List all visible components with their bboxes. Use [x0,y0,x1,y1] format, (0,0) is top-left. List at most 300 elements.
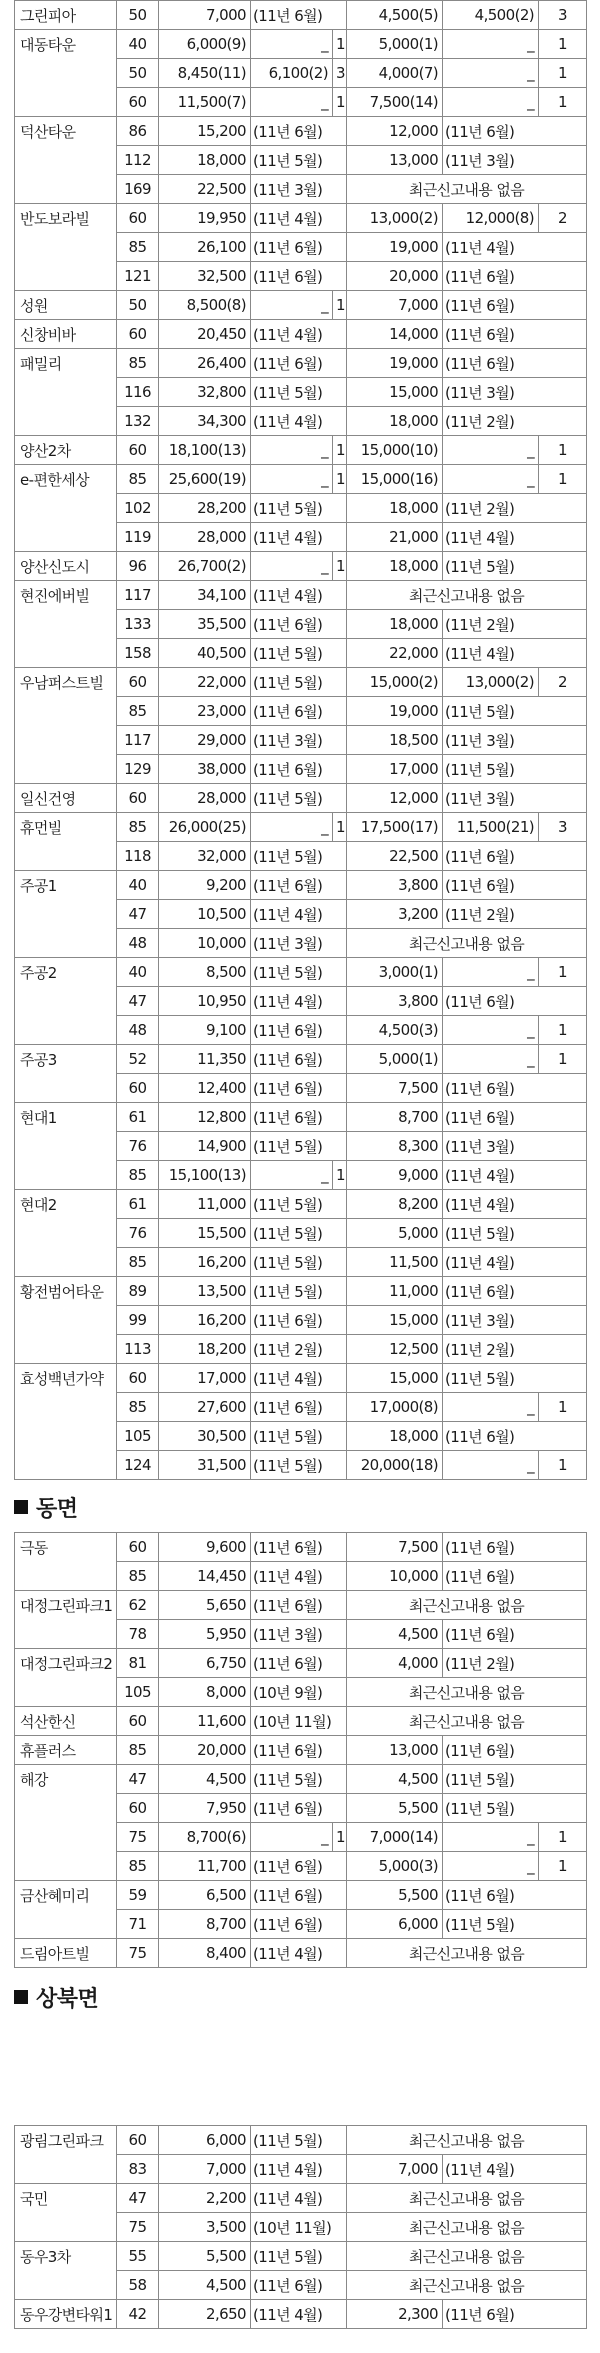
sale-value: 27,600 [159,1393,251,1422]
sale-value: 8,700 [159,1910,251,1939]
sale-value: 32,000 [159,842,251,871]
sale-value: 11,500(7) [159,88,251,117]
sale-value: 28,200 [159,494,251,523]
area-cell: 116 [117,378,159,407]
price-table-1 [14,0,587,1480]
area-cell: 117 [117,726,159,755]
sale-date: (11년 6월) [251,1393,347,1422]
sale-value: 5,500 [159,2242,251,2271]
jeonse-second: _ [443,1016,539,1045]
jeonse-value: 15,000(16) [347,465,443,494]
area-cell: 85 [117,1852,159,1881]
sale-date: (11년 6월) [251,755,347,784]
sale-date: (11년 5월) [251,494,347,523]
sale-value: 32,500 [159,262,251,291]
complex-name [15,494,117,523]
sale-date: (11년 5월) [251,378,347,407]
jeonse-note: 최근신고내용 없음 [347,2242,587,2271]
sale-value: 4,500 [159,1765,251,1794]
table-row [15,407,587,436]
table-row [15,2184,587,2213]
table-row [15,1620,587,1649]
area-cell: 83 [117,2155,159,2184]
table-row [15,378,587,407]
jeonse-note: 최근신고내용 없음 [347,1591,587,1620]
sale-date: (11년 6월) [251,1649,347,1678]
jeonse-note: 최근신고내용 없음 [347,1939,587,1968]
sale-value: 26,100 [159,233,251,262]
jeonse-date: (11년 4월) [443,1161,587,1190]
jeonse-date: (11년 2월) [443,610,587,639]
sale-value: 10,000 [159,929,251,958]
jeonse-value: 4,500(5) [347,1,443,30]
area-cell: 105 [117,1422,159,1451]
jeonse-date: (11년 6월) [443,842,587,871]
table-row [15,233,587,262]
jeonse-second: 4,500(2) [443,1,539,30]
table-row [15,1910,587,1939]
sale-value: 22,000 [159,668,251,697]
jeonse-second: _ [443,59,539,88]
table-row [15,1,587,30]
sale-date: (11년 5월) [251,1422,347,1451]
area-cell: 40 [117,871,159,900]
sale-value: 10,950 [159,987,251,1016]
sale-date: (11년 6월) [251,1103,347,1132]
jeonse-second: _ [443,1045,539,1074]
area-cell: 47 [117,900,159,929]
sale-value: 9,100 [159,1016,251,1045]
table-row [15,2300,587,2329]
table-row [15,2155,587,2184]
sale-value: 26,700(2) [159,552,251,581]
jeonse-date: (11년 6월) [443,1103,587,1132]
sale-date: (11년 5월) [251,639,347,668]
table-row [15,1045,587,1074]
area-cell: 60 [117,1794,159,1823]
jeonse-count: 2 [539,204,587,233]
sale-value: 38,000 [159,755,251,784]
complex-name: 패밀리 [15,349,117,378]
jeonse-date: (11년 3월) [443,146,587,175]
table-row [15,1736,587,1765]
sale-date: (11년 4월) [251,523,347,552]
area-cell: 48 [117,929,159,958]
sale-value: 18,000 [159,146,251,175]
sale-second: _ [251,30,333,59]
jeonse-count: 1 [539,465,587,494]
sale-date: (11년 4월) [251,2300,347,2329]
complex-name [15,1422,117,1451]
sale-value: 13,500 [159,1277,251,1306]
table-row [15,1016,587,1045]
jeonse-value: 8,300 [347,1132,443,1161]
complex-name [15,407,117,436]
sale-value: 20,450 [159,320,251,349]
table-row [15,552,587,581]
jeonse-value: 17,000 [347,755,443,784]
table-row [15,88,587,117]
complex-name: 휴플러스 [15,1736,117,1765]
jeonse-value: 5,000(1) [347,30,443,59]
area-cell: 60 [117,320,159,349]
jeonse-date: (11년 6월) [443,1881,587,1910]
area-cell: 89 [117,1277,159,1306]
complex-name [15,610,117,639]
complex-name: 일신건영 [15,784,117,813]
jeonse-date: (11년 2월) [443,407,587,436]
sale-value: 7,950 [159,1794,251,1823]
sale-count: 1 [333,1161,347,1190]
jeonse-count: 1 [539,1393,587,1422]
square-bullet-icon [14,1500,28,1514]
area-cell: 62 [117,1591,159,1620]
sale-date: (11년 6월) [251,871,347,900]
table-row [15,1277,587,1306]
table-row [15,59,587,88]
sale-date: (11년 4월) [251,1939,347,1968]
jeonse-count: 1 [539,1852,587,1881]
sale-date: (11년 6월) [251,2271,347,2300]
jeonse-value: 4,500 [347,1765,443,1794]
complex-name: 주공1 [15,871,117,900]
complex-name: 성원 [15,291,117,320]
jeonse-second: _ [443,1451,539,1480]
area-cell: 42 [117,2300,159,2329]
sale-date: (11년 6월) [251,117,347,146]
jeonse-date: (11년 6월) [443,1277,587,1306]
table-row [15,784,587,813]
sale-count: 1 [333,30,347,59]
complex-name: 현진에버빌 [15,581,117,610]
complex-name: 양산2차 [15,436,117,465]
jeonse-value: 19,000 [347,697,443,726]
jeonse-date: (11년 2월) [443,494,587,523]
complex-name: 극동 [15,1533,117,1562]
jeonse-value: 12,500 [347,1335,443,1364]
complex-name [15,1219,117,1248]
sale-value: 7,000 [159,1,251,30]
complex-name [15,1335,117,1364]
sale-date: (11년 3월) [251,726,347,755]
jeonse-date: (11년 4월) [443,523,587,552]
sale-date: (11년 6월) [251,1736,347,1765]
jeonse-note: 최근신고내용 없음 [347,2213,587,2242]
jeonse-value: 4,000 [347,1649,443,1678]
area-cell: 58 [117,2271,159,2300]
complex-name [15,1852,117,1881]
jeonse-value: 15,000(10) [347,436,443,465]
sale-value: 5,650 [159,1591,251,1620]
sale-date: (11년 6월) [251,1533,347,1562]
jeonse-value: 2,300 [347,2300,443,2329]
jeonse-value: 5,000(3) [347,1852,443,1881]
jeonse-value: 20,000 [347,262,443,291]
complex-name: 그린피아 [15,1,117,30]
jeonse-date: (11년 2월) [443,1335,587,1364]
table-row [15,958,587,987]
complex-name [15,1910,117,1939]
jeonse-count: 3 [539,1,587,30]
complex-name: 황전범어타운 [15,1277,117,1306]
jeonse-date: (11년 6월) [443,320,587,349]
complex-name [15,900,117,929]
sale-date: (11년 5월) [251,1248,347,1277]
sale-value: 3,500 [159,2213,251,2242]
jeonse-note: 최근신고내용 없음 [347,2271,587,2300]
jeonse-count: 1 [539,958,587,987]
sale-date: (11년 4월) [251,407,347,436]
area-cell: 85 [117,1393,159,1422]
sale-value: 28,000 [159,784,251,813]
area-cell: 60 [117,1364,159,1393]
jeonse-value: 12,000 [347,117,443,146]
jeonse-note: 최근신고내용 없음 [347,2184,587,2213]
table-row [15,929,587,958]
jeonse-count: 1 [539,436,587,465]
table-row [15,291,587,320]
area-cell: 129 [117,755,159,784]
area-cell: 60 [117,1533,159,1562]
sale-value: 11,600 [159,1707,251,1736]
sale-date: (11년 5월) [251,1765,347,1794]
complex-name: 광림그린파크 [15,2126,117,2155]
sale-date: (11년 5월) [251,1277,347,1306]
section-title-dongmyeon [14,1492,78,1523]
jeonse-value: 7,000 [347,2155,443,2184]
jeonse-date: (11년 5월) [443,1910,587,1939]
table-row [15,1306,587,1335]
sale-date: (11년 6월) [251,610,347,639]
area-cell: 121 [117,262,159,291]
sale-date: (11년 5월) [251,784,347,813]
table-row [15,697,587,726]
sale-date: (11년 6월) [251,1045,347,1074]
complex-name [15,1161,117,1190]
area-cell: 71 [117,1910,159,1939]
jeonse-note: 최근신고내용 없음 [347,581,587,610]
table-row [15,2242,587,2271]
sale-value: 11,700 [159,1852,251,1881]
area-cell: 81 [117,1649,159,1678]
area-cell: 158 [117,639,159,668]
sale-value: 6,000 [159,2126,251,2155]
table-row [15,1562,587,1591]
jeonse-second: _ [443,30,539,59]
sale-value: 32,800 [159,378,251,407]
table-row [15,1248,587,1277]
complex-name [15,175,117,204]
jeonse-date: (11년 5월) [443,1219,587,1248]
jeonse-value: 22,500 [347,842,443,871]
jeonse-value: 18,000 [347,552,443,581]
area-cell: 59 [117,1881,159,1910]
sale-value: 22,500 [159,175,251,204]
complex-name [15,88,117,117]
table-row [15,1132,587,1161]
area-cell: 113 [117,1335,159,1364]
sale-date: (11년 3월) [251,175,347,204]
sale-value: 8,450(11) [159,59,251,88]
complex-name: 대정그린파크1 [15,1591,117,1620]
jeonse-value: 18,000 [347,407,443,436]
jeonse-date: (11년 6월) [443,1074,587,1103]
complex-name [15,1074,117,1103]
complex-name [15,1678,117,1707]
area-cell: 105 [117,1678,159,1707]
sale-value: 14,900 [159,1132,251,1161]
complex-name [15,755,117,784]
complex-name: 우남퍼스트빌 [15,668,117,697]
jeonse-value: 17,000(8) [347,1393,443,1422]
jeonse-count: 2 [539,668,587,697]
sale-value: 9,600 [159,1533,251,1562]
sale-value: 15,100(13) [159,1161,251,1190]
jeonse-note: 최근신고내용 없음 [347,1707,587,1736]
area-cell: 61 [117,1190,159,1219]
complex-name [15,1823,117,1852]
jeonse-value: 3,800 [347,987,443,1016]
jeonse-date: (11년 6월) [443,2300,587,2329]
sale-value: 18,100(13) [159,436,251,465]
sale-value: 26,400 [159,349,251,378]
area-cell: 112 [117,146,159,175]
table-row [15,1852,587,1881]
jeonse-value: 3,200 [347,900,443,929]
complex-name [15,1451,117,1480]
sale-date: (11년 4월) [251,987,347,1016]
complex-name: 대동타운 [15,30,117,59]
table-row [15,30,587,59]
sale-value: 2,650 [159,2300,251,2329]
sale-count: 1 [333,465,347,494]
jeonse-value: 21,000 [347,523,443,552]
jeonse-value: 3,000(1) [347,958,443,987]
complex-name: 주공2 [15,958,117,987]
jeonse-value: 11,000 [347,1277,443,1306]
complex-name [15,2213,117,2242]
sale-value: 2,200 [159,2184,251,2213]
sale-date: (11년 6월) [251,1591,347,1620]
complex-name [15,1016,117,1045]
sale-value: 8,000 [159,1678,251,1707]
jeonse-date: (11년 6월) [443,1562,587,1591]
table-row [15,668,587,697]
complex-name: 효성백년가약 [15,1364,117,1393]
sale-value: 6,500 [159,1881,251,1910]
complex-name [15,146,117,175]
complex-name: 현대2 [15,1190,117,1219]
table-row [15,349,587,378]
sale-date: (11년 4월) [251,204,347,233]
sale-date: (11년 6월) [251,1852,347,1881]
area-cell: 85 [117,1562,159,1591]
jeonse-value: 8,700 [347,1103,443,1132]
jeonse-count: 1 [539,30,587,59]
jeonse-date: (11년 4월) [443,233,587,262]
jeonse-value: 11,500 [347,1248,443,1277]
area-cell: 86 [117,117,159,146]
table-row [15,1393,587,1422]
table-row [15,1533,587,1562]
table-row [15,842,587,871]
jeonse-date: (11년 4월) [443,1248,587,1277]
sale-count: 1 [333,552,347,581]
jeonse-date: (11년 2월) [443,1649,587,1678]
table-row [15,639,587,668]
sale-date: (11년 6월) [251,1074,347,1103]
area-cell: 133 [117,610,159,639]
sale-second: 6,100(2) [251,59,333,88]
area-cell: 60 [117,668,159,697]
complex-name [15,842,117,871]
jeonse-value: 8,200 [347,1190,443,1219]
sale-value: 15,200 [159,117,251,146]
complex-name [15,1794,117,1823]
jeonse-value: 14,000 [347,320,443,349]
complex-name [15,378,117,407]
complex-name: e-편한세상 [15,465,117,494]
complex-name [15,262,117,291]
sale-date: (11년 4월) [251,320,347,349]
sale-date: (11년 5월) [251,1451,347,1480]
area-cell: 48 [117,1016,159,1045]
area-cell: 76 [117,1132,159,1161]
area-cell: 85 [117,349,159,378]
sale-count: 1 [333,1823,347,1852]
jeonse-value: 18,000 [347,494,443,523]
complex-name [15,987,117,1016]
jeonse-value: 18,000 [347,1422,443,1451]
complex-name [15,1248,117,1277]
area-cell: 85 [117,233,159,262]
sale-date: (11년 3월) [251,929,347,958]
area-cell: 76 [117,1219,159,1248]
sale-value: 35,500 [159,610,251,639]
jeonse-value: 4,500 [347,1620,443,1649]
area-cell: 99 [117,1306,159,1335]
area-cell: 60 [117,204,159,233]
complex-name [15,1562,117,1591]
table-row [15,610,587,639]
sale-value: 17,000 [159,1364,251,1393]
sale-date: (11년 5월) [251,1190,347,1219]
area-cell: 40 [117,30,159,59]
sale-value: 10,500 [159,900,251,929]
sale-date: (10년 9월) [251,1678,347,1707]
jeonse-date: (11년 3월) [443,784,587,813]
area-cell: 117 [117,581,159,610]
square-bullet-icon [14,1990,28,2004]
jeonse-value: 13,000 [347,1736,443,1765]
table-row [15,1219,587,1248]
jeonse-value: 20,000(18) [347,1451,443,1480]
area-cell: 50 [117,59,159,88]
complex-name [15,233,117,262]
jeonse-value: 13,000 [347,146,443,175]
jeonse-value: 12,000 [347,784,443,813]
sale-value: 11,000 [159,1190,251,1219]
jeonse-count: 1 [539,88,587,117]
sale-second: _ [251,465,333,494]
area-cell: 50 [117,1,159,30]
table-row [15,813,587,842]
area-cell: 61 [117,1103,159,1132]
jeonse-date: (11년 6월) [443,291,587,320]
jeonse-value: 15,000 [347,378,443,407]
jeonse-date: (11년 6월) [443,117,587,146]
area-cell: 60 [117,1074,159,1103]
